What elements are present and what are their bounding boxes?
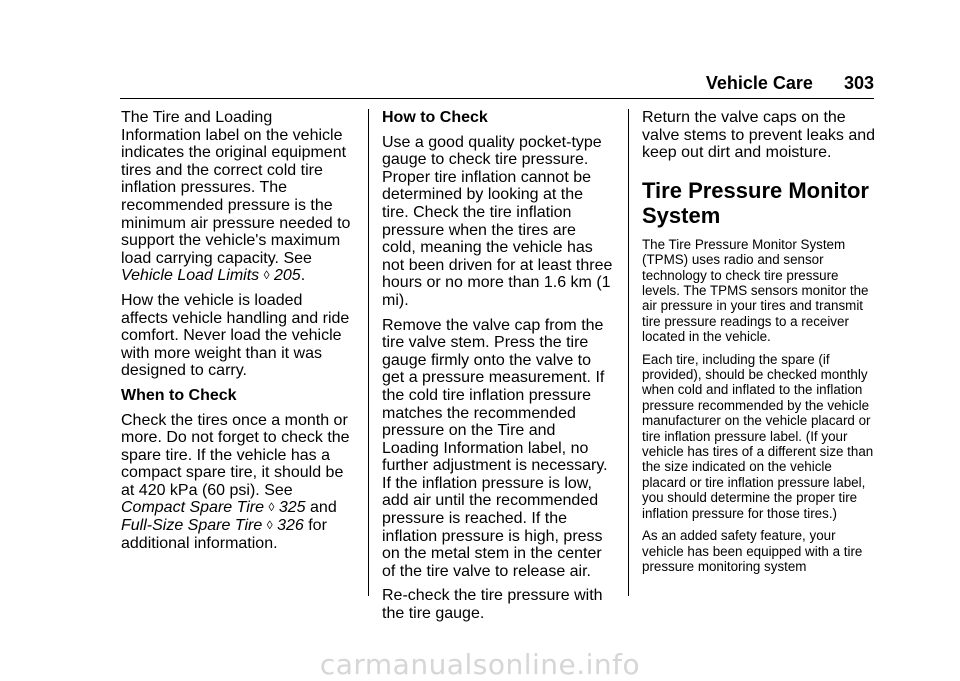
punctuation: . xyxy=(300,267,306,285)
section-title: Vehicle Care xyxy=(705,73,813,93)
conjunction: and xyxy=(310,499,337,517)
paragraph-text: for additional information. xyxy=(121,517,327,552)
page-number: 303 xyxy=(843,73,874,93)
page-ref-icon: ◊ xyxy=(263,268,270,283)
subheading-how-to-check: How to Check xyxy=(382,109,488,126)
paragraph xyxy=(121,109,353,285)
paragraph xyxy=(121,412,353,553)
column-3 xyxy=(642,109,878,581)
subheading-when-to-check: When to Check xyxy=(121,386,237,404)
paragraph-text: Check the tires once a month or more. Do not forget to check the spare tire. If the vehicle has a compact spare tire, it should be at 420 kPa (60 psi). See xyxy=(121,411,350,499)
cross-reference-full-size-spare-tire[interactable]: Full-Size Spare Tire xyxy=(121,517,263,535)
paragraph-text: The Tire and Loading Information label on the vehicle indicates the original equipment tires and the correct cold tire inflation pressures. The recommended pressure is the minimum air pressure needed to support the vehicle's maximum load carrying capacity. See xyxy=(121,109,351,267)
paragraph: Re-check the tire pressure with the tire gauge. xyxy=(382,587,603,623)
paragraph: Each tire, including the spare (if provided), should be checked monthly when cold and inflated to the inflation pressure recommended by the vehicle manufacturer on the vehicle placard or tire inflation pressure label. (If your vehicle has tires of a different size than the size indicated on the vehicle placard or tire inflation pressure label, you should determine the proper tire inflation pressure for those tires.) xyxy=(642,351,874,521)
page-ref-icon: ◊ xyxy=(266,518,273,533)
section-heading-tpms: Tire Pressure Monitor System xyxy=(642,177,869,228)
paragraph: As an added safety feature, your vehicle has been equipped with a tire pressure monitoring system xyxy=(642,528,863,574)
column-divider xyxy=(368,109,369,596)
header-rule xyxy=(120,98,874,99)
page-ref-number[interactable]: 325 xyxy=(278,499,306,517)
page-ref-icon: ◊ xyxy=(268,500,275,515)
column-1 xyxy=(121,109,353,559)
cross-reference-compact-spare-tire[interactable]: Compact Spare Tire xyxy=(121,499,265,517)
column-divider xyxy=(628,109,629,596)
page-header xyxy=(706,73,874,93)
paragraph: Return the valve caps on the valve stems to prevent leaks and keep out dirt and moisture. xyxy=(642,109,876,162)
paragraph: Remove the valve cap from the tire valve stem. Press the tire gauge firmly onto the valve to get a pressure measurement. If the cold tire inflation pressure matches the recommended pressure on the Tire and Loading Information label, no further adjustment is necessary. If the inflation pressure is low, add air until the recommended pressure is reached. If the inflation pressure is high, press on the metal stem in the center of the tire valve to release air. xyxy=(382,316,608,580)
page-ref-number[interactable]: 205 xyxy=(274,267,301,285)
page-ref-number[interactable]: 326 xyxy=(277,517,304,535)
column-2 xyxy=(382,109,614,630)
cross-reference-vehicle-load-limits[interactable]: Vehicle Load Limits xyxy=(121,267,260,285)
paragraph: The Tire Pressure Monitor System (TPMS) uses radio and sensor technology to check tire pressure levels. The TPMS sensors monitor the air pressure in your tires and transmit tire pressure readings to a receiver located in the vehicle. xyxy=(642,236,869,345)
watermark: carmanualsonline.info xyxy=(319,648,641,681)
paragraph: Use a good quality pocket-type gauge to check tire pressure. Proper tire inflation cannot be determined by looking at the tire. Check the tire inflation pressure when the tires are cold, meaning the vehicle has not been driven for at least three hours or no more than 1.6 km (1 mi). xyxy=(382,133,613,309)
paragraph: How the vehicle is loaded affects vehicle handling and ride comfort. Never load the vehicle with more weight than it was designed to carry. xyxy=(121,291,350,380)
